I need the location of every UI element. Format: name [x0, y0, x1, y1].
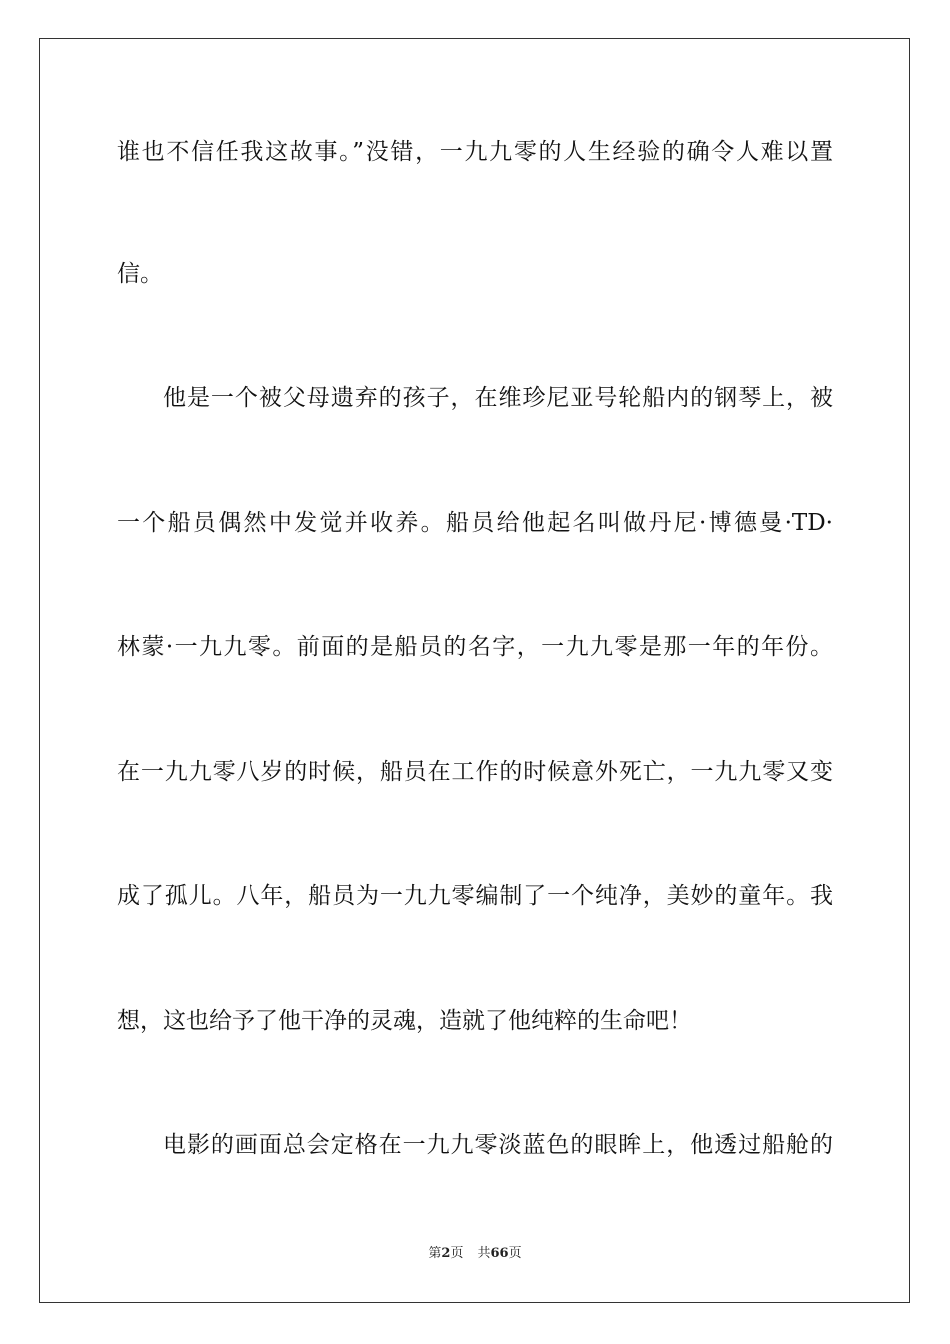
page-footer — [0, 1244, 950, 1264]
text-line-1: 谁也不信任我这故事。”没错，一九九零的人生经验的确令人难以置 — [117, 139, 833, 165]
text-line-8: 想，这也给予了他干净的灵魂，造就了他纯粹的生命吧！ — [117, 1008, 692, 1034]
text-line-3: 他是一个被父母遗弃的孩子，在维珍尼亚号轮船内的钢琴上，被 — [163, 385, 833, 411]
page-suffix: 页 — [450, 1246, 464, 1261]
page-border — [39, 38, 910, 1303]
text-line-9: 电影的画面总会定格在一九九零淡蓝色的眼眸上，他透过船舱的 — [163, 1132, 833, 1158]
page-prefix: 第 — [428, 1246, 442, 1261]
text-line-5: 林蒙·一九九零。前面的是船员的名字，一九九零是那一年的年份。 — [117, 634, 833, 660]
text-line-6: 在一九九零八岁的时候，船员在工作的时候意外死亡，一九九零又变 — [117, 759, 833, 785]
text-line-4: 一个船员偶然中发觉并收养。船员给他起名叫做丹尼·博德曼·TD· — [117, 510, 833, 536]
total-prefix: 共 — [477, 1246, 491, 1261]
page-number: 2 — [441, 1246, 451, 1261]
text-line-7: 成了孤儿。八年，船员为一九九零编制了一个纯净，美妙的童年。我 — [117, 883, 833, 909]
total-pages: 66 — [490, 1246, 509, 1261]
total-suffix: 页 — [508, 1246, 522, 1261]
text-line-2: 信。 — [117, 261, 163, 287]
